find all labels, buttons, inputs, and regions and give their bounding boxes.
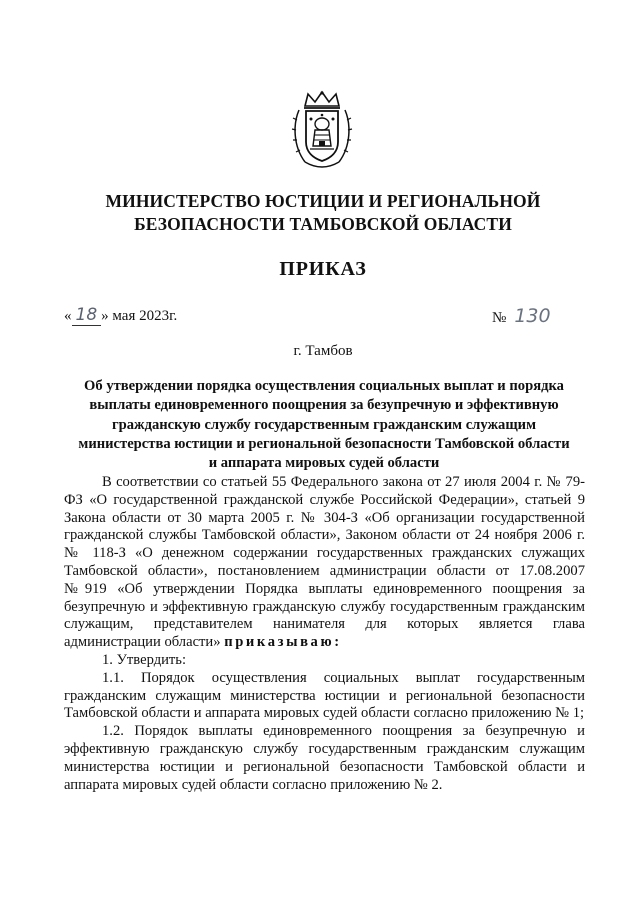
title-line4: министерства юстиции и региональной безопасности Тамбовской области bbox=[78, 435, 570, 452]
document-number bbox=[492, 305, 551, 327]
document-date bbox=[64, 305, 177, 325]
date-close-quote: » bbox=[101, 308, 109, 324]
title-line1: Об утверждении порядка осуществления социальных выплат и порядка bbox=[84, 378, 564, 394]
document-type: ПРИКАЗ bbox=[279, 258, 367, 280]
date-open-quote: « bbox=[64, 308, 72, 324]
document-city: г. Тамбов bbox=[293, 343, 353, 359]
title-line2: выплаты единовременного поощрения за безупречную и эффективную bbox=[89, 397, 559, 414]
preamble-text: В соответствии со статьей 55 Федерального закона от 27 июля 2004 г. № 79-ФЗ «О государственной гражданской службе Российской Федерации», статьей 9 Закона области от 30 марта 2005 г. № 304-З «Об организации государственной гражданской службы Тамбовской области», Законом области от 24 ноября 2006 г. № 118-З «О денежном содержании государственных гражданских служащих Тамбовской области», постановлением администрации области от 17.08.2007 №919 «Об утверждении Порядка выплаты единовременного поощрения за безупречную и эффективную гражданскую службу государственным гражданским служащим, представителем нанимателя для которых является глава администрации области» bbox=[64, 474, 585, 651]
document-title bbox=[60, 377, 588, 473]
number-label: № bbox=[492, 310, 507, 326]
ministry-name-line2: БЕЗОПАСНОСТИ ТАМБОВСКОЙ ОБЛАСТИ bbox=[134, 214, 512, 234]
preamble-paragraph bbox=[64, 474, 585, 652]
item-1-2: 1.2. Порядок выплаты единовременного поощрения за безупречную и эффективную гражданскую службу государственным гражданским служащим министерства юстиции и региональной безопасности Тамбовской области и аппарата мировых судей области согласно приложению № 2. bbox=[64, 723, 585, 793]
coat-of-arms-icon bbox=[291, 90, 353, 172]
date-day-handwritten: 18 bbox=[72, 305, 102, 326]
item-1: 1. Утвердить: bbox=[102, 651, 187, 668]
ministry-name bbox=[60, 190, 586, 236]
document-body bbox=[64, 474, 585, 794]
title-line5: и аппарата мировых судей области bbox=[208, 455, 440, 472]
title-line3: гражданскую службу государственным гражданским служащим bbox=[111, 416, 537, 433]
order-word: приказываю: bbox=[224, 634, 342, 651]
number-value-handwritten: 130 bbox=[514, 305, 551, 327]
item-1-1: 1.1. Порядок осуществления социальных выплат государственным гражданским служащим министерства юстиции и региональной безопасности Тамбовской области и аппарата мировых судей области согласно приложению № 1; bbox=[64, 669, 585, 722]
ministry-name-line1: МИНИСТЕРСТВО ЮСТИЦИИ И РЕГИОНАЛЬНОЙ bbox=[105, 191, 541, 211]
date-month-year: мая 2023г. bbox=[112, 308, 178, 324]
